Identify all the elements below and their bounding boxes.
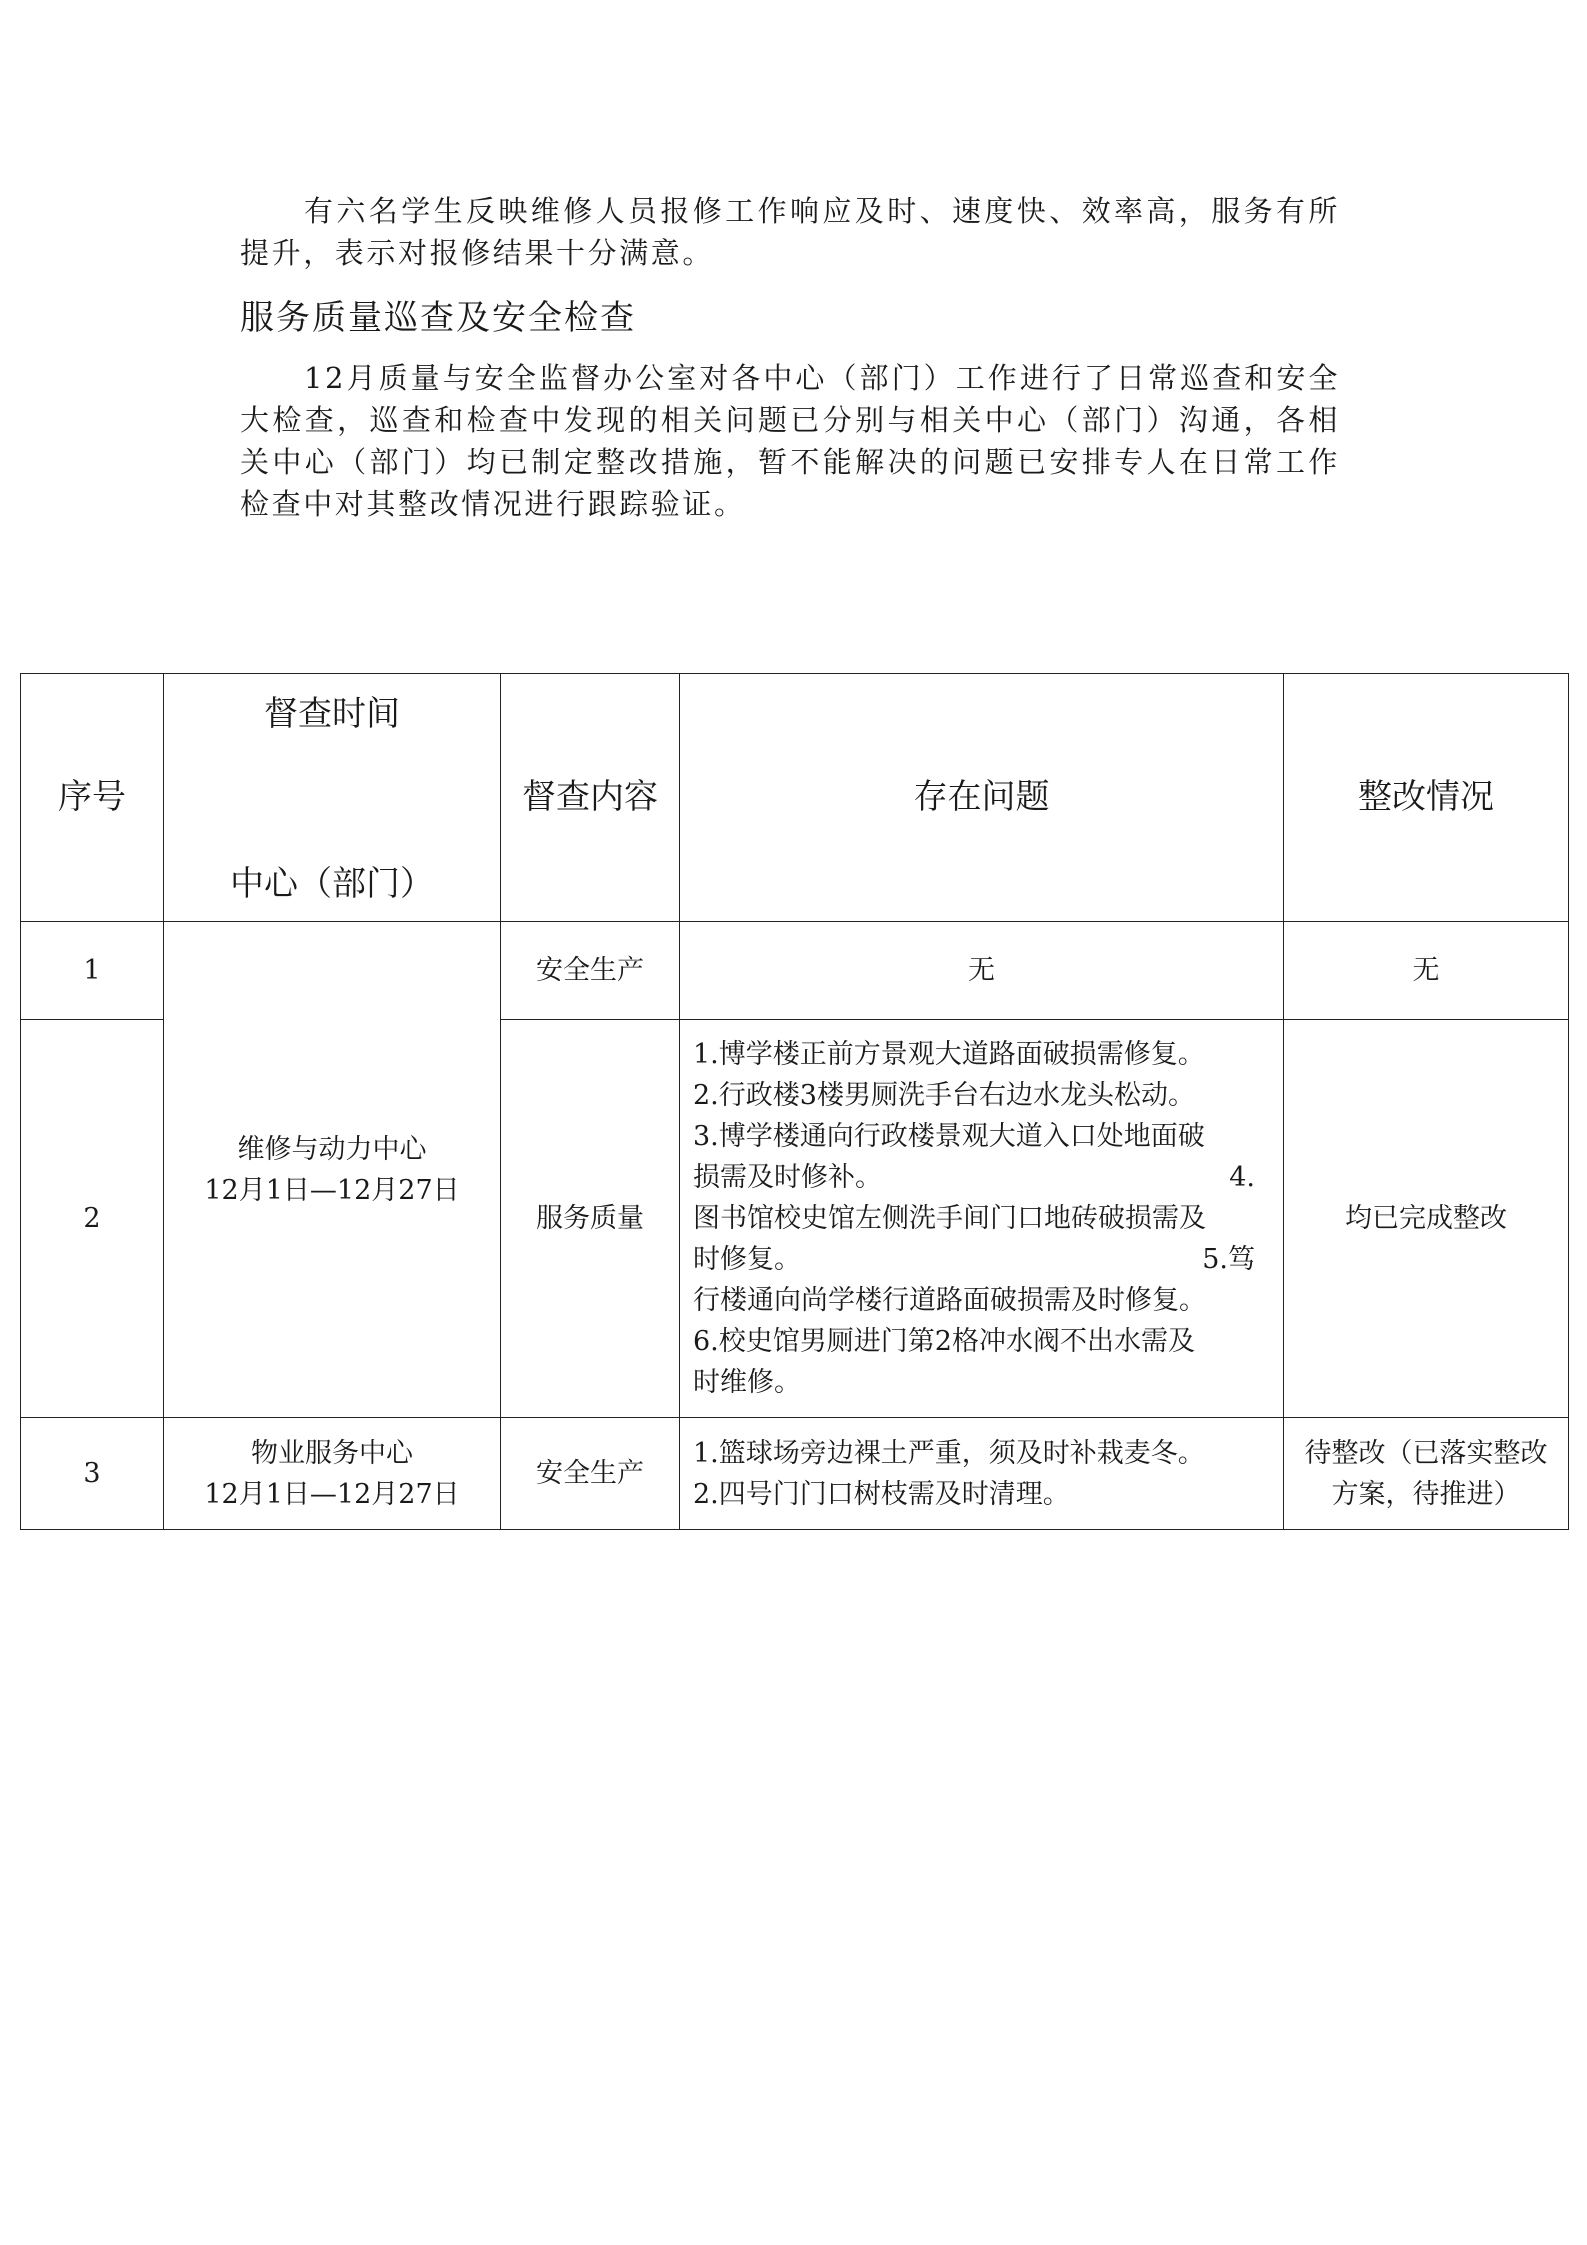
row-seq: 2: [21, 1020, 164, 1418]
row-period: 12月1日—12月27日: [204, 1478, 460, 1510]
header-content: 督查内容: [501, 674, 680, 922]
header-rectify: 整改情况: [1284, 674, 1569, 922]
row-rectify: 均已完成整改: [1284, 1020, 1569, 1418]
issue-fragment: 时修复。: [693, 1244, 801, 1275]
row-dept: 物业服务中心: [251, 1437, 413, 1469]
issue-line: 1.篮球场旁边裸土严重，须及时补栽麦冬。: [693, 1437, 1205, 1469]
header-issues: 存在问题: [680, 674, 1284, 922]
row-issues: [680, 1020, 1284, 1418]
row-issues: 无: [680, 922, 1284, 1020]
inspection-table: [20, 673, 1569, 1530]
row-rectify: [1284, 1418, 1569, 1530]
row-dept-period: [164, 922, 501, 1418]
issue-line: 图书馆校史馆左侧洗手间门口地砖破损需及: [693, 1203, 1206, 1234]
header-time: 督查时间: [264, 694, 400, 734]
row-rectify: 无: [1284, 922, 1569, 1020]
issue-line: [693, 1239, 1255, 1280]
issue-line: 时维修。: [693, 1367, 801, 1398]
table-row: [21, 1418, 1569, 1530]
row-content: 服务质量: [501, 1020, 680, 1418]
row-seq: 3: [21, 1418, 164, 1530]
row-period: 12月1日—12月27日: [204, 1174, 460, 1206]
table-header-row: [21, 674, 1569, 922]
issue-line: 6.校史馆男厕进门第2格冲水阀不出水需及: [693, 1326, 1195, 1357]
rectify-line: 方案，待推进）: [1331, 1478, 1521, 1510]
header-time-dept: [164, 674, 501, 922]
rectify-line: 待整改（已落实整改: [1304, 1437, 1548, 1469]
issue-line: 行楼通向尚学楼行道路面破损需及时修复。: [693, 1285, 1206, 1316]
row-issues: [680, 1418, 1284, 1530]
issue-fragment: 5.笃: [1202, 1244, 1255, 1275]
row-dept: 维修与动力中心: [237, 1133, 427, 1165]
issue-fragment: 4.: [1229, 1162, 1255, 1193]
issue-line: 3.博学楼通向行政楼景观大道入口处地面破: [693, 1121, 1205, 1152]
section-heading: 服务质量巡查及安全检查: [240, 298, 636, 338]
row-content: 安全生产: [501, 922, 680, 1020]
issue-fragment: 损需及时修补。: [693, 1162, 882, 1193]
issue-line: 2.四号门门口树枝需及时清理。: [693, 1478, 1070, 1510]
header-seq: 序号: [21, 674, 164, 922]
row-content: 安全生产: [501, 1418, 680, 1530]
header-dept: 中心（部门）: [230, 864, 434, 904]
issue-line: [693, 1157, 1255, 1198]
intro-paragraph: 有六名学生反映维修人员报修工作响应及时、速度快、效率高，服务有所提升，表示对报修结果十分满意。: [240, 194, 1340, 270]
table-row: [21, 922, 1569, 1020]
row-seq: 1: [21, 922, 164, 1020]
issue-line: 1.博学楼正前方景观大道路面破损需修复。: [693, 1039, 1205, 1070]
issue-line: 2.行政楼3楼男厕洗手台右边水龙头松动。: [693, 1080, 1195, 1111]
row-dept-period: [164, 1418, 501, 1530]
section-paragraph: 12月质量与安全监督办公室对各中心（部门）工作进行了日常巡查和安全大检查，巡查和检查中发现的相关问题已分别与相关中心（部门）沟通，各相关中心（部门）均已制定整改措施，暂不能解决的问题已安排专人在日常工作检查中对其整改情况进行跟踪验证。: [240, 361, 1340, 521]
